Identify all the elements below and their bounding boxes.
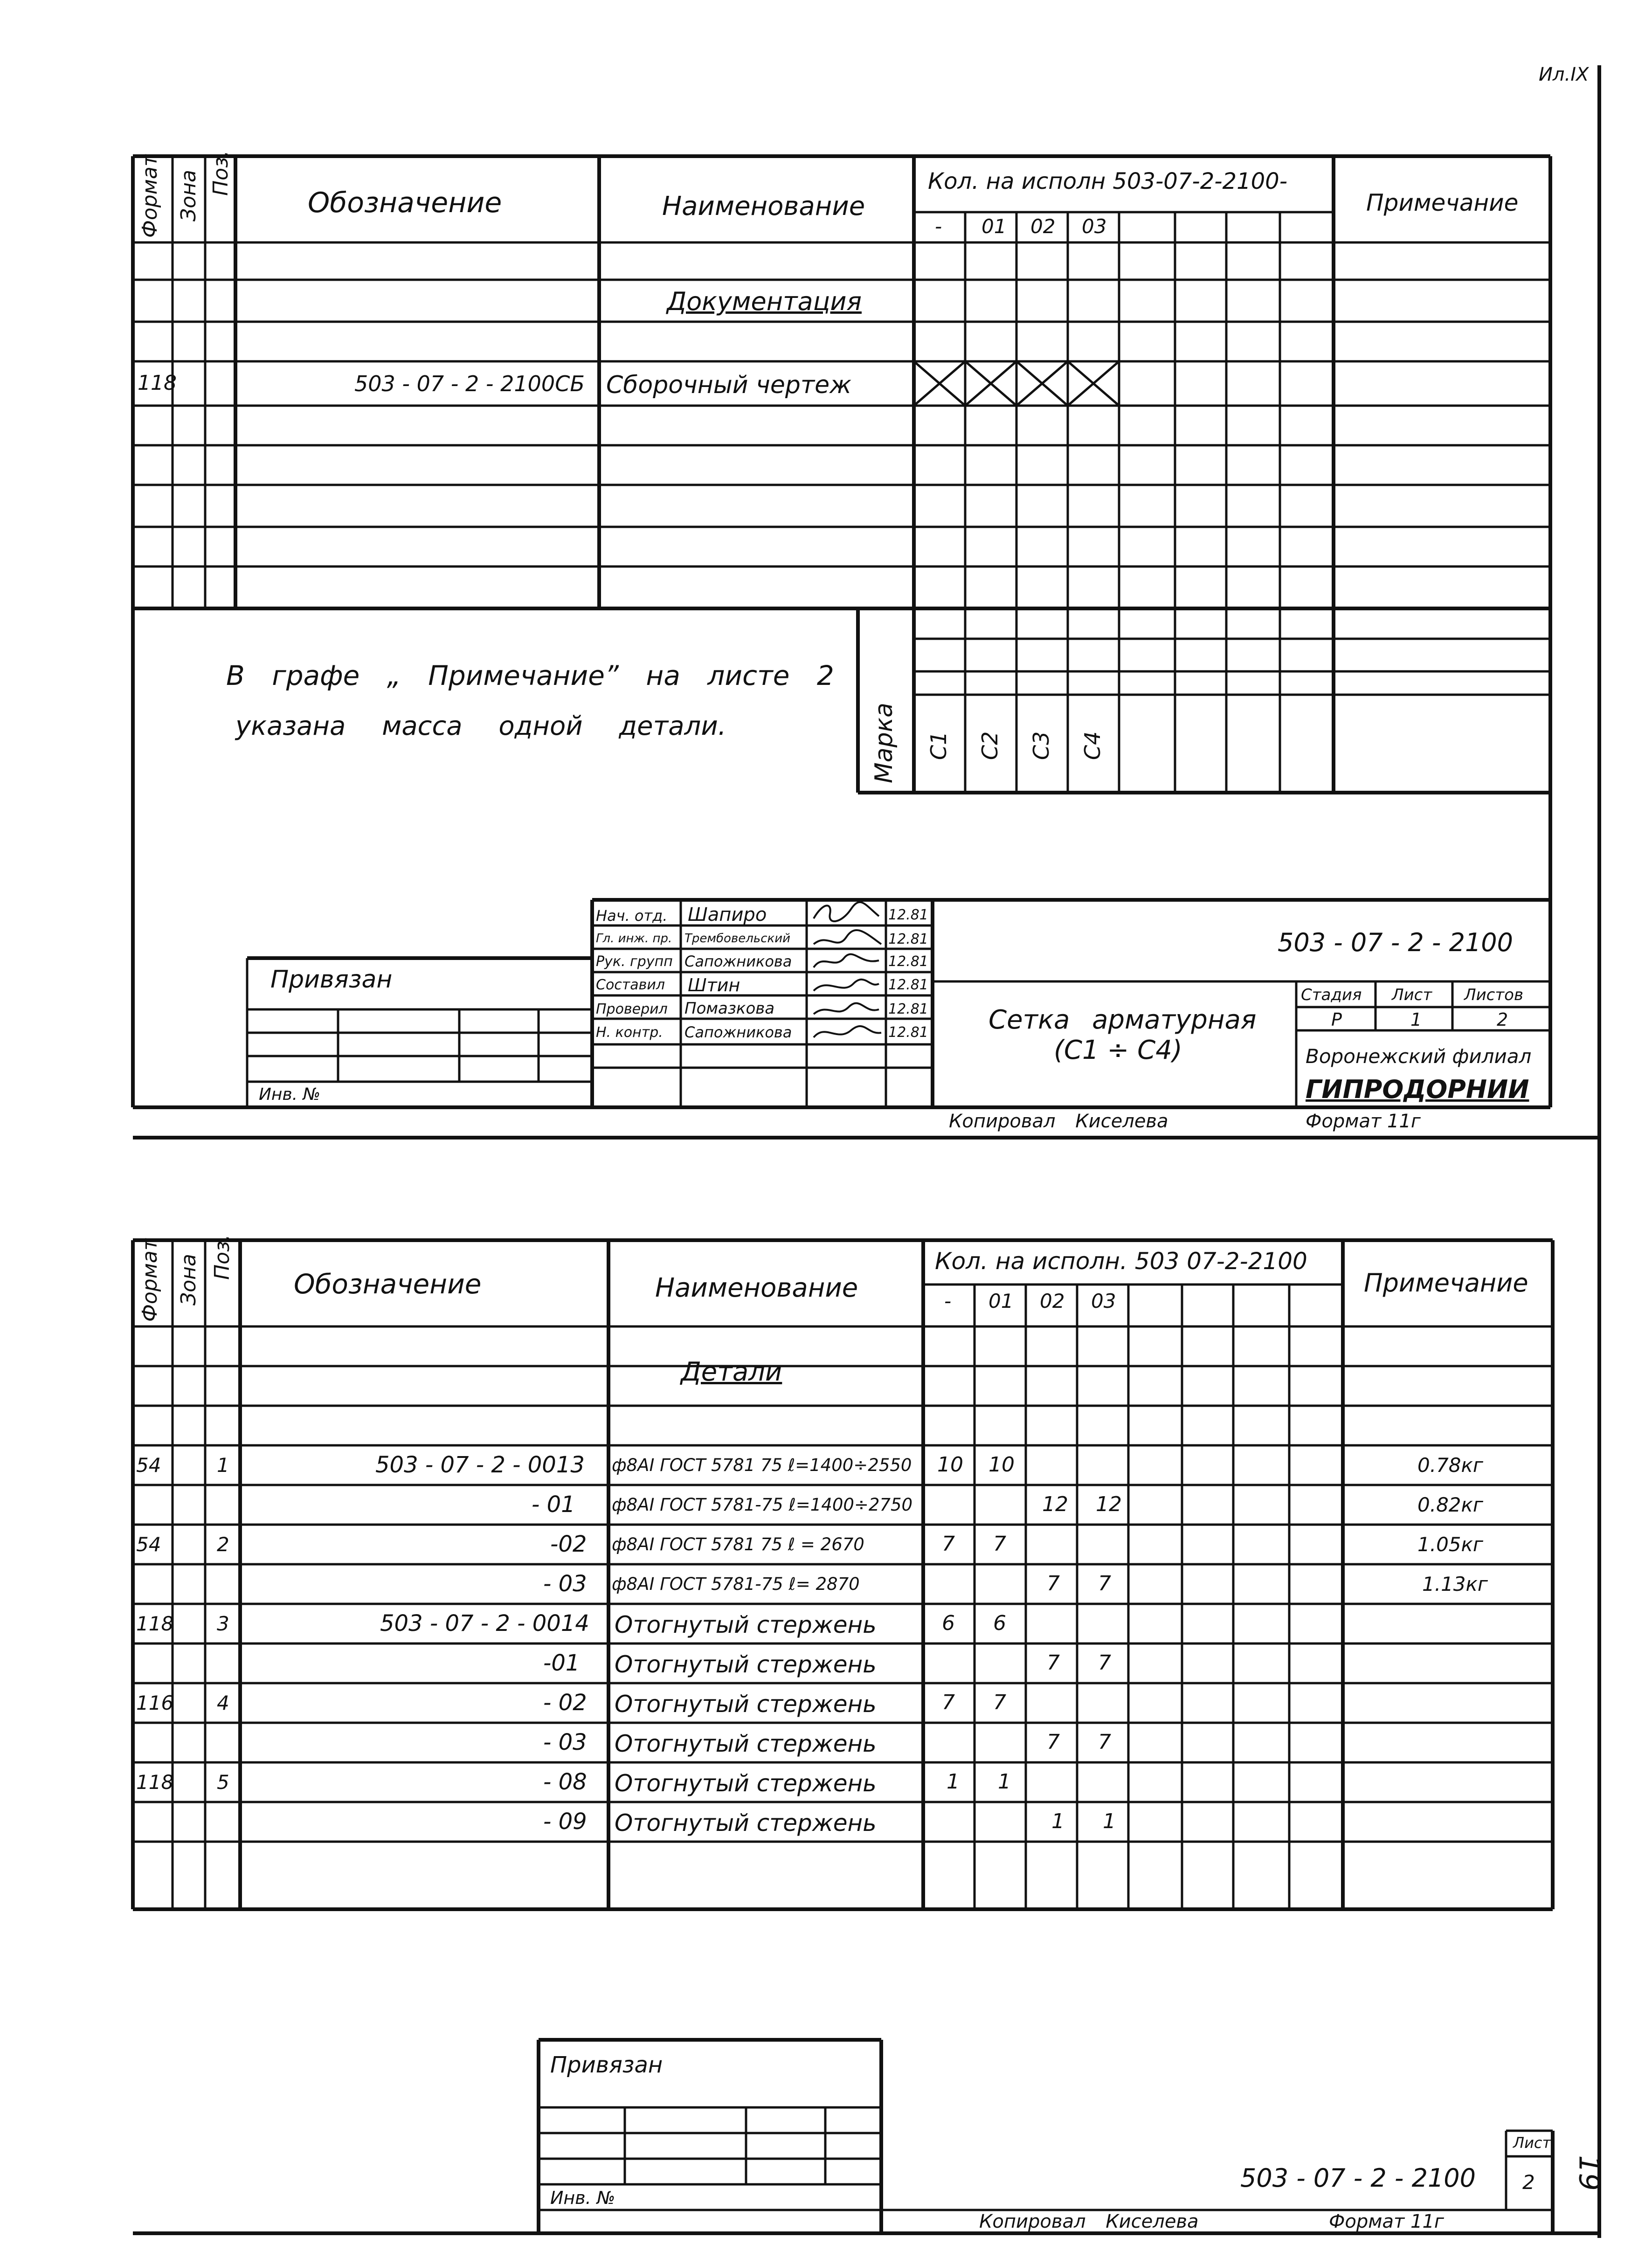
staff-role: Нач. отд. (596, 907, 668, 925)
stage-value: Р (1331, 1009, 1342, 1030)
cell-designation: - 03 (543, 1729, 587, 1755)
cell-q1: 10 (988, 1453, 1015, 1477)
row-format: 118 (138, 371, 177, 395)
staff-date: 12.81 (888, 1024, 928, 1041)
staff-role: Гл. инж. пр. (596, 932, 672, 946)
cell-pos: 2 (217, 1533, 229, 1556)
cell-pos: 5 (217, 1771, 229, 1794)
header-zone: Зона (177, 170, 200, 221)
cell-name: Отогнутый стержень (615, 1651, 877, 1678)
cell-name: ф8АI ГОСТ 5781-75 ℓ= 2870 (612, 1574, 860, 1594)
copied-label: Копировал Киселева (979, 2211, 1199, 2232)
staff-name: Штин (688, 975, 740, 995)
mark-c3: С3 (1029, 731, 1054, 760)
cell-format: 54 (136, 1454, 161, 1477)
header-designation: Обозначение (308, 186, 502, 219)
cell-name: ф8АI ГОСТ 5781 75 ℓ = 2670 (612, 1534, 864, 1554)
cell-name: ф8АI ГОСТ 5781-75 ℓ=1400÷2750 (612, 1495, 913, 1515)
staff-name: Трембовельский (684, 932, 790, 946)
row-designation: 503 - 07 - 2 - 2100СБ (354, 371, 585, 396)
privyazan-label: Привязан (550, 2052, 663, 2078)
header-designation: Обозначение (294, 1268, 482, 1300)
staff-name: Сапожникова (684, 953, 792, 970)
header-v02: 02 (1030, 215, 1056, 238)
cell-q2: 7 (1047, 1651, 1060, 1675)
staff-role: Проверил (596, 1001, 668, 1017)
sheet-label: Лист (1513, 2134, 1551, 2152)
row-name: Сборочный чертеж (606, 371, 851, 399)
staff-date: 12.81 (888, 907, 928, 923)
header-zone: Зона (177, 1254, 200, 1305)
cell-q1: 7 (993, 1532, 1006, 1556)
cell-q1: 6 (993, 1611, 1006, 1635)
mark-c1: С1 (926, 731, 951, 760)
cell-designation: - 01 (532, 1492, 575, 1518)
header-v03: 03 (1091, 1290, 1116, 1312)
cell-designation: 503 - 07 - 2 - 0013 (375, 1452, 585, 1478)
header-v03: 03 (1082, 215, 1107, 238)
format-label: Формат 11г (1306, 1111, 1421, 1132)
staff-date: 12.81 (888, 1001, 928, 1017)
copied-label: Копировал Киселева (949, 1111, 1168, 1132)
cell-name: Отогнутый стержень (615, 1730, 877, 1757)
qty-header: Кол. на исполн 503-07-2-2100- (928, 168, 1288, 194)
note-line-1: В графе „ Примечание” на листе 2 (226, 660, 834, 691)
side-page-number: 19 (1572, 2155, 1605, 2191)
cell-name: Отогнутый стержень (615, 1809, 877, 1837)
section-documentation: Документация (667, 287, 862, 316)
header-name: Наименование (662, 191, 865, 221)
cell-pos: 1 (217, 1454, 229, 1477)
product-name: Сетка арматурная (988, 1005, 1257, 1035)
cell-q3: 12 (1096, 1492, 1122, 1516)
header-name: Наименование (655, 1273, 858, 1303)
header-pos: Поз. (210, 1234, 234, 1280)
format-label: Формат 11г (1329, 2211, 1444, 2232)
staff-role: Н. контр. (596, 1024, 663, 1041)
cell-format: 54 (136, 1533, 161, 1556)
sheets-label: Листов (1464, 986, 1524, 1004)
header-v02: 02 (1040, 1290, 1065, 1312)
staff-role: Составил (596, 977, 665, 993)
sheet-value: 2 (1522, 2171, 1535, 2194)
inv-label: Инв. № (550, 2188, 615, 2208)
header-dash: - (944, 1290, 952, 1312)
header-dash: - (935, 215, 942, 238)
sheet2-code: 503 - 07 - 2 - 2100 (1240, 2163, 1476, 2193)
cell-name: Отогнутый стержень (615, 1691, 877, 1718)
staff-name: Шапиро (688, 904, 767, 925)
header-format: Формат (138, 1238, 162, 1322)
cell-name: Отогнутый стержень (615, 1611, 877, 1638)
staff-date: 12.81 (888, 931, 928, 947)
cell-remark: 0.82кг (1417, 1493, 1483, 1516)
cell-q2: 1 (1051, 1809, 1064, 1833)
cell-q1: 1 (998, 1770, 1011, 1794)
cell-name: ф8АI ГОСТ 5781 75 ℓ=1400÷2550 (612, 1455, 912, 1475)
cell-q0: 10 (937, 1453, 963, 1477)
cell-remark: 1.13кг (1422, 1573, 1488, 1595)
cell-remark: 0.78кг (1417, 1454, 1483, 1477)
marka-label: Марка (870, 702, 898, 783)
header-remark: Примечание (1366, 189, 1519, 216)
cell-q0: 6 (942, 1611, 955, 1635)
header-v01: 01 (982, 215, 1007, 238)
sheet1-code: 503 - 07 - 2 - 2100 (1278, 928, 1514, 957)
inv-label: Инв. № (259, 1085, 321, 1104)
cell-name: Отогнутый стержень (615, 1770, 877, 1797)
cell-q1: 7 (993, 1691, 1006, 1714)
product-sub: (С1 ÷ С4) (1054, 1035, 1182, 1065)
staff-name: Помазкова (684, 999, 775, 1018)
cell-q3: 7 (1098, 1572, 1111, 1595)
cell-q3: 1 (1103, 1809, 1116, 1833)
header-pos: Поз. (209, 150, 233, 196)
cell-designation: - 03 (543, 1571, 587, 1597)
cell-designation: - 02 (543, 1690, 587, 1716)
section-details: Детали (681, 1357, 782, 1387)
cell-format: 118 (136, 1771, 174, 1794)
mark-c4: С4 (1080, 731, 1105, 760)
staff-name: Сапожникова (684, 1023, 792, 1041)
org-name-2: ГИПРОДОРНИИ (1306, 1075, 1529, 1104)
staff-role: Рук. групп (596, 953, 673, 970)
corner-mark: Ил.IX (1539, 64, 1589, 85)
cell-format: 118 (136, 1612, 174, 1635)
mark-c2: С2 (977, 731, 1002, 760)
signatures (809, 900, 886, 1054)
cell-q2: 7 (1047, 1572, 1060, 1595)
sheet-label: Лист (1392, 986, 1432, 1004)
cell-designation: -01 (543, 1650, 580, 1676)
cell-q3: 7 (1098, 1651, 1111, 1675)
qty-header: Кол. на исполн. 503 07-2-2100 (935, 1248, 1307, 1275)
stage-label: Стадия (1301, 986, 1362, 1004)
staff-date: 12.81 (888, 977, 928, 993)
cell-pos: 3 (217, 1612, 229, 1635)
staff-date: 12.81 (888, 953, 928, 970)
cell-designation: - 08 (543, 1769, 587, 1795)
cell-pos: 4 (217, 1692, 229, 1714)
header-format: Формат (138, 154, 162, 238)
cell-q0: 1 (947, 1770, 960, 1794)
cell-q2: 12 (1042, 1492, 1068, 1516)
note-line-2: указана масса одной детали. (235, 711, 726, 741)
cell-designation: - 09 (543, 1809, 587, 1835)
cell-q2: 7 (1047, 1730, 1060, 1754)
cell-q0: 7 (942, 1691, 955, 1714)
cell-designation: 503 - 07 - 2 - 0014 (380, 1610, 589, 1637)
privyazan-label: Привязан (270, 966, 393, 994)
org-name: Воронежский филиал (1306, 1045, 1532, 1068)
cell-q0: 7 (942, 1532, 955, 1556)
header-v01: 01 (988, 1290, 1014, 1312)
cell-remark: 1.05кг (1417, 1533, 1483, 1556)
cell-format: 116 (136, 1692, 174, 1714)
cell-designation: -02 (550, 1531, 587, 1557)
sheet-value: 1 (1410, 1009, 1422, 1030)
header-remark: Примечание (1364, 1268, 1528, 1298)
sheets-value: 2 (1497, 1009, 1508, 1030)
cell-q3: 7 (1098, 1730, 1111, 1754)
